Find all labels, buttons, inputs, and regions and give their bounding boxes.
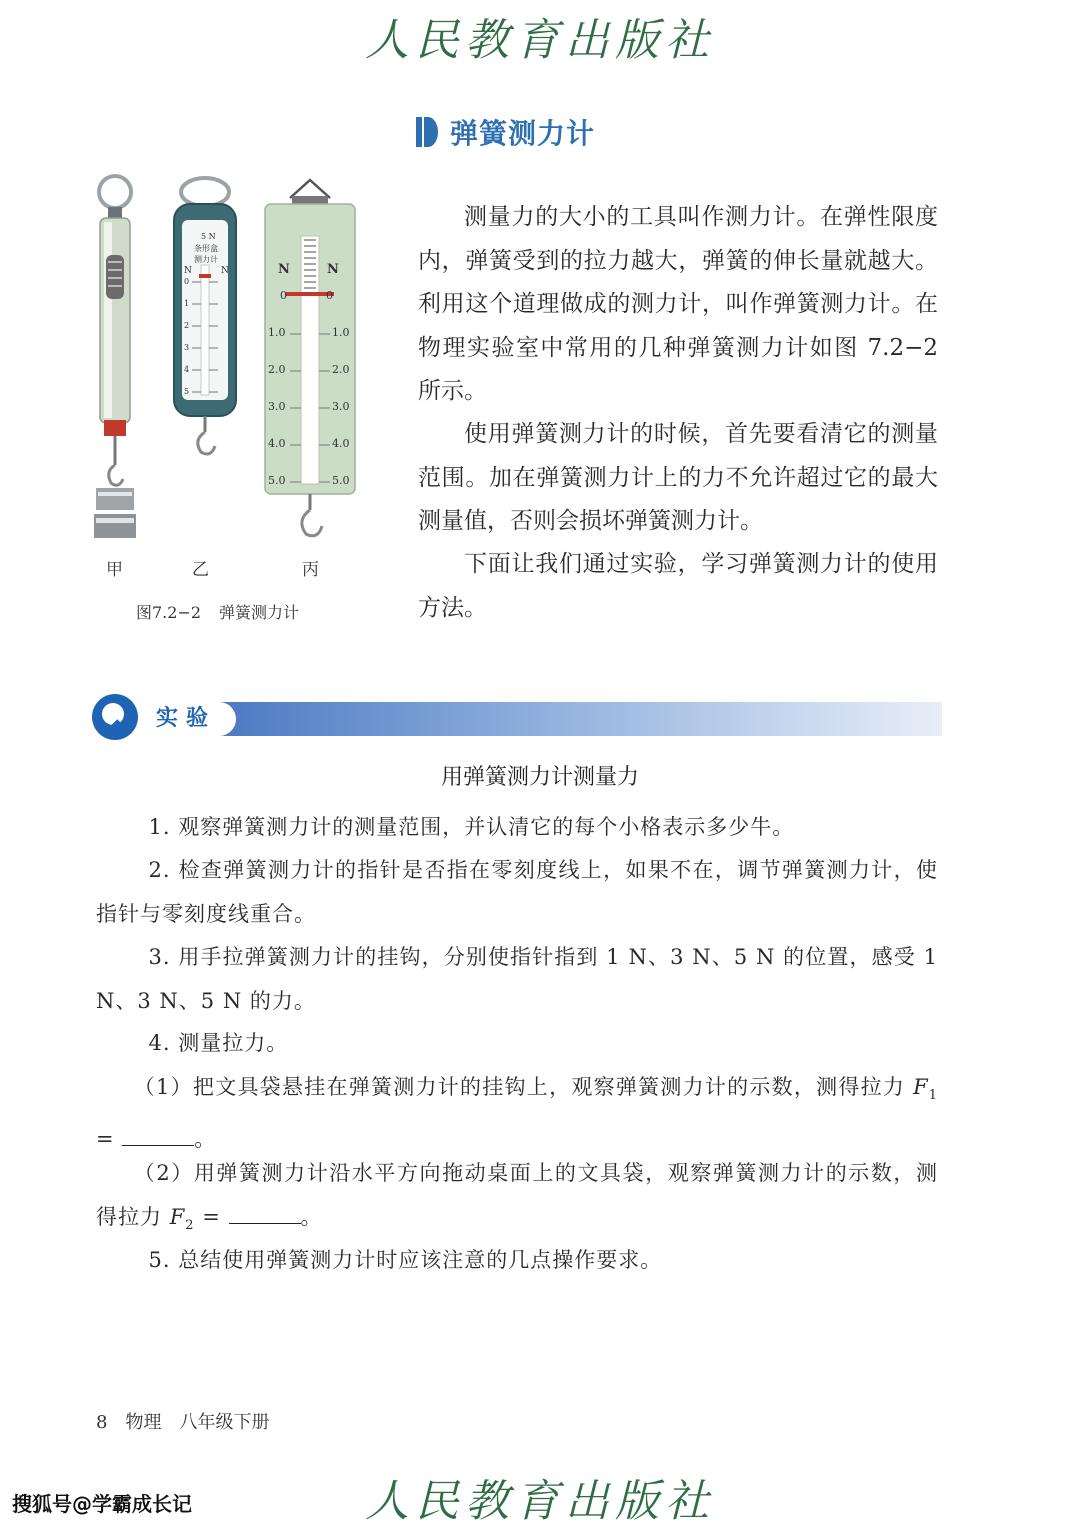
meter-b-face-line2: 条形盒 (194, 244, 218, 253)
page-number: 8 (96, 1412, 108, 1433)
meter-c-tick: 4.0 (332, 437, 350, 450)
footer-subject: 物理 (125, 1412, 162, 1433)
meter-b-face-line1: 5 N (201, 232, 216, 241)
meter-c-tick: 5.0 (268, 474, 286, 487)
meter-b-unit-right: N (221, 266, 229, 276)
meter-b-unit-left: N (184, 266, 192, 276)
publisher-logo-bottom: 人民教育出版社 (365, 1476, 715, 1527)
figure-caption-text: 弹簧测力计 (219, 603, 300, 622)
experiment-substep-1: （1）把文具袋悬挂在弹簧测力计的挂钩上，观察弹簧测力计的示数，测得拉力 $F_1$ = 。 (96, 1075, 938, 1151)
meter-c-tick: 2.0 (268, 363, 286, 376)
meter-c-tick: 5.0 (332, 474, 350, 487)
experiment-step: 1. 观察弹簧测力计的测量范围，并认清它的每个小格表示多少牛。 (148, 815, 795, 839)
meter-a-illustration (94, 176, 136, 538)
experiment-step: 3. 用手拉弹簧测力计的挂钩，分别使指针指到 1 N、3 N、5 N 的位置，感受 1 N、3 N、5 N 的力。 (96, 945, 938, 1013)
experiment-banner-bar (212, 702, 942, 736)
meter-c-tick: 0 (326, 289, 333, 302)
meter-c-unit-right: N (327, 262, 339, 277)
meter-b-tick: 0 (184, 277, 190, 286)
meter-label-c: 丙 (302, 560, 319, 580)
experiment-step: 4. 测量拉力。 (148, 1031, 289, 1055)
spring-balance-figure (80, 170, 380, 640)
page-footer (96, 1408, 287, 1434)
meter-c-tick: 2.0 (332, 363, 350, 376)
meter-c-unit-left: N (278, 262, 290, 277)
spring-balance-illustration (80, 170, 380, 600)
meter-b-tick: 2 (184, 321, 190, 330)
publisher-logo-top: 人民教育出版社 (365, 15, 715, 66)
section-heading (416, 112, 595, 152)
section-title: 弹簧测力计 (450, 117, 596, 150)
experiment-title: 用弹簧测力计测量力 (440, 765, 639, 790)
answer-blank[interactable] (122, 1127, 194, 1146)
meter-c-tick: 0 (280, 289, 287, 302)
meter-b-tick: 4 (184, 365, 190, 374)
section-marker-icon (416, 117, 438, 147)
meter-b-illustration (174, 178, 236, 454)
meter-label-b: 乙 (192, 560, 209, 580)
meter-b-tick: 3 (184, 343, 190, 352)
meter-c-tick: 1.0 (268, 326, 286, 339)
body-paragraph: 下面让我们通过实验，学习弹簧测力计的使用方法。 (418, 551, 938, 621)
meter-label-a: 甲 (106, 560, 123, 580)
body-paragraph: 使用弹簧测力计的时候，首先要看清它的测量范围。加在弹簧测力计上的力不允许超过它的最大测量值，否则会损坏弹簧测力计。 (418, 421, 938, 534)
meter-c-tick: 4.0 (268, 437, 286, 450)
experiment-banner (92, 694, 942, 744)
body-paragraph: 测量力的大小的工具叫作测力计。在弹性限度内，弹簧受到的拉力越大，弹簧的伸长量就越大。利用这个道理做成的测力计，叫作弹簧测力计。在物理实验室中常用的几种弹簧测力计如图 7.2−2 所示。 (418, 204, 938, 404)
experiment-step: 2. 检查弹簧测力计的指针是否指在零刻度线上，如果不在，调节弹簧测力计，使指针与零刻度线重合。 (96, 858, 938, 926)
figure-caption (136, 600, 317, 623)
meter-c-tick: 3.0 (332, 400, 350, 413)
figure-caption-number: 图7.2−2 (136, 603, 202, 622)
meter-b-face-line3: 测力计 (194, 255, 218, 264)
watermark: 搜狐号@学霸成长记 (12, 1492, 192, 1516)
meter-b-tick: 5 (184, 387, 190, 396)
footer-grade: 八年级下册 (179, 1412, 270, 1433)
experiment-substep-2: （2）用弹簧测力计沿水平方向拖动桌面上的文具袋，观察弹簧测力计的示数，测得拉力 $F_2$ = 。 (96, 1161, 938, 1233)
meter-c-tick: 3.0 (268, 400, 286, 413)
meter-b-tick: 1 (184, 299, 190, 308)
experiment-banner-label: 实验 (142, 702, 236, 736)
magnifier-icon (92, 694, 138, 740)
experiment-step: 5. 总结使用弹簧测力计时应该注意的几点操作要求。 (148, 1248, 663, 1272)
meter-c-tick: 1.0 (332, 326, 350, 339)
answer-blank[interactable] (229, 1205, 301, 1224)
